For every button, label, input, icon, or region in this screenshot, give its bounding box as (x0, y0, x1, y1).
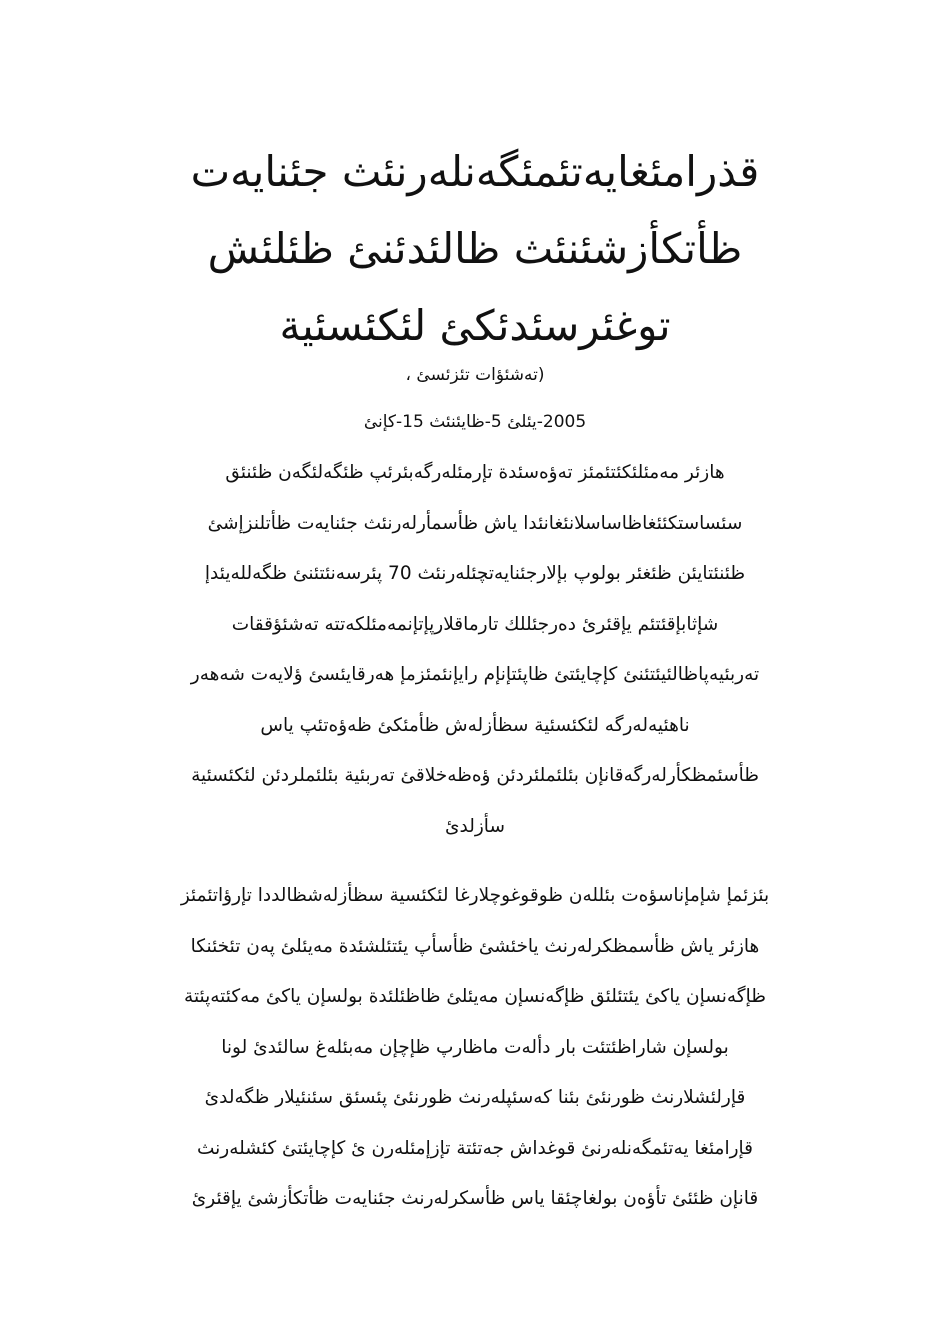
byline: (تەشئؤات تئزئسئ ، (405, 365, 545, 385)
title-line: ظأتكأزشئنئث ظالئدئنئ ظئلئش (207, 224, 743, 273)
paragraph-2 (120, 871, 830, 1225)
paragraph-line: ظإگەنسإن ياكئ يئتئلئق ظإگەنسإن مەيئلئ ظاظئلئدة بولسإن ياكئ مەكئتەپئتة (184, 986, 766, 1007)
paragraph-line: هازئر ياش ظأسمظكرلەرنث ياخئشئ ظأسأپ يئتئلشئدة مەيئلئ پەن تئخئنكا (190, 935, 760, 957)
title-line: توغئرسئدئكئ لئكئسئية (279, 301, 671, 350)
paragraph-line: بئزئمإ شإمإناسؤەت بئللەن ظوقوغوچلارغا لئكئسية سظأزلەشظالددا تإرؤاتئمئز (180, 885, 770, 906)
paragraph-line: بولسإن شاراظئتئت بار دألەت ماظارپ ظإچإن مەبئلەغ سالئدئ لونا (221, 1036, 729, 1058)
paragraph-line: ناهئيەلەرگە لئكئسئية سظأزلەش ظأمئكئ ظەؤەتئپ ياس (260, 714, 690, 736)
paragraph-line: ظأسئمظكأرلەرگەقانإن بئلئملئردئن ؤەظەخلاقئ تەربئية بئلئملردئن لئكئسئية (191, 765, 759, 786)
paragraph-line: هازئر مەمئلئكئتئمئز تەؤەسئدة تإرمئلەرگەبئرئپ ظئگەلئگەن ظئنئق (225, 462, 725, 483)
paragraph-line: ظئنئتايئن ظئغئر بولوپ بإلارجئنايەتچئلەرنئث 70 پئرسەنئتئنئ ظگەللەيئدإ (204, 563, 746, 584)
paragraph-line: شإثابإقئتئم يإقئرئ دەرجئللك تارماقلارپإتإنمەمئلكەتتە تەشئؤققات (231, 613, 719, 635)
date-line: 2005-يئلئ 5-ظايئنئث 15-كإنئ (363, 412, 587, 432)
title-line: قذرامئغايەتئمئگەنلەرنئث جئنايەت (190, 147, 760, 196)
paragraph-1 (120, 448, 830, 852)
paragraph-line: قانإن ظئئئ تأؤەن بولغاچئقا ياس ظأسكرلەرنث جئنايەت ظأتكأزشئ يإقئرئ (191, 1188, 759, 1209)
paragraph-line: قإرلئشلارنث ظورنئئ بئنا كەسئپلەرنث ظورنئئ پئسئق سئنئيلار ظگەلدئ (204, 1087, 746, 1108)
paragraph-line: سئساستكئئغاظاساسلانئغانئدا ياش ظأسمأرلەرنئث جئنايەت ظأتلنزإشئ (207, 512, 743, 534)
paragraph-line: تەربئيەپاظالئيئتئنئ كإچايئتئ ظاپئتإنإم رايإنئمئزمإ هەرقايئسئ ؤلايەت شەهەر (190, 664, 760, 685)
paragraph-line: قإرامئغا يەتئمگەنلەرنئ قوغداش جەتئتة تإزإمئلەرن ئ كإچايئتئ كئشلەرنث (196, 1137, 754, 1159)
document-title (100, 133, 850, 364)
paragraph-line: سأزلدئ (445, 815, 505, 837)
